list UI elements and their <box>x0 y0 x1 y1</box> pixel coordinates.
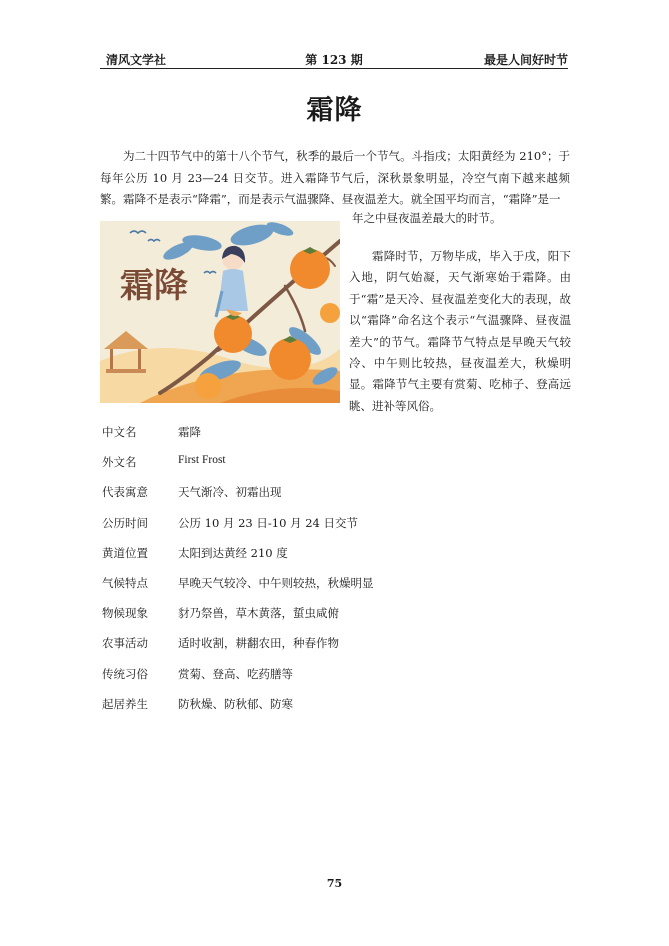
fact-row <box>102 575 562 605</box>
fact-label: 外文名 <box>102 455 137 470</box>
fact-row <box>102 666 562 696</box>
fact-value: First Frost <box>178 454 226 467</box>
header-issue: 第 123 期 <box>305 53 363 67</box>
fact-value: 早晚天气较冷、中午则较热，秋燥明显 <box>178 575 374 590</box>
fact-label: 起居养生 <box>102 696 148 711</box>
illustration-artwork <box>100 221 340 403</box>
intro-paragraph-tail: 年之中昼夜温差最大的时节。 <box>352 211 502 225</box>
fact-row <box>102 484 562 514</box>
frost-descent-illustration <box>100 221 340 403</box>
fact-value: 豺乃祭兽，草木黄落，蜇虫咸俯 <box>178 606 339 621</box>
page-number: 75 <box>326 877 343 890</box>
fact-value: 霜降 <box>178 425 201 439</box>
fact-label: 传统习俗 <box>102 666 148 681</box>
page-header <box>100 50 568 69</box>
fact-value: 防秋燥、防秋郁、防寒 <box>178 696 293 711</box>
fact-row <box>102 424 562 454</box>
header-slogan: 最是人间好时节 <box>483 53 568 67</box>
fact-label: 中文名 <box>102 425 137 439</box>
page-title: 霜降 <box>306 95 363 126</box>
fact-label: 黄道位置 <box>102 545 148 560</box>
fact-label: 代表寓意 <box>102 485 148 500</box>
fact-label: 农事活动 <box>102 636 148 651</box>
fact-row <box>102 454 562 484</box>
header-publisher: 清风文学社 <box>106 53 167 67</box>
fact-value: 太阳到达黄经 210 度 <box>178 545 288 560</box>
fact-row <box>102 515 562 545</box>
fact-value: 天气渐冷、初霜出现 <box>178 485 282 500</box>
detail-paragraph: 霜降时节，万物毕成，毕入于戌，阳下入地，阴气始凝，天气渐寒始于霜降。由于“霜”是天冷、昼夜温差变化大的表现，故以“霜降”命名这个表示“气温骤降、昼夜温差大”的节气。霜降节气特点是早晚天气较冷、中午则比较热，昼夜温差大，秋燥明显。霜降节气主要有赏菊、吃柿子、登高远眺、进补等风俗。 <box>349 249 571 413</box>
intro-paragraph: 为二十四节气中的第十八个节气，秋季的最后一个节气。斗指戌；太阳黄经为 210°；于每年公历 10 月 23—24 日交节。进入霜降节气后，深秋景象明显，冷空气南下越来越频繁。霜降不是表示“降霜”，而是表示气温骤降、昼夜温差大。就全国平均而言，“霜降”是一 <box>100 149 570 206</box>
fact-table <box>102 424 562 726</box>
fact-value: 适时收割，耕翻农田，种春作物 <box>178 636 339 651</box>
fact-label: 气候特点 <box>102 575 148 590</box>
fact-row <box>102 635 562 665</box>
fact-row <box>102 605 562 635</box>
fact-value: 赏菊、登高、吃药膳等 <box>178 666 293 681</box>
fact-row <box>102 545 562 575</box>
illustration-calligraphy: 霜降 <box>120 266 188 306</box>
fact-label: 物候现象 <box>102 606 148 621</box>
fact-value: 公历 10 月 23 日-10 月 24 日交节 <box>178 515 359 530</box>
fact-label: 公历时间 <box>102 515 148 530</box>
fact-row <box>102 696 562 726</box>
